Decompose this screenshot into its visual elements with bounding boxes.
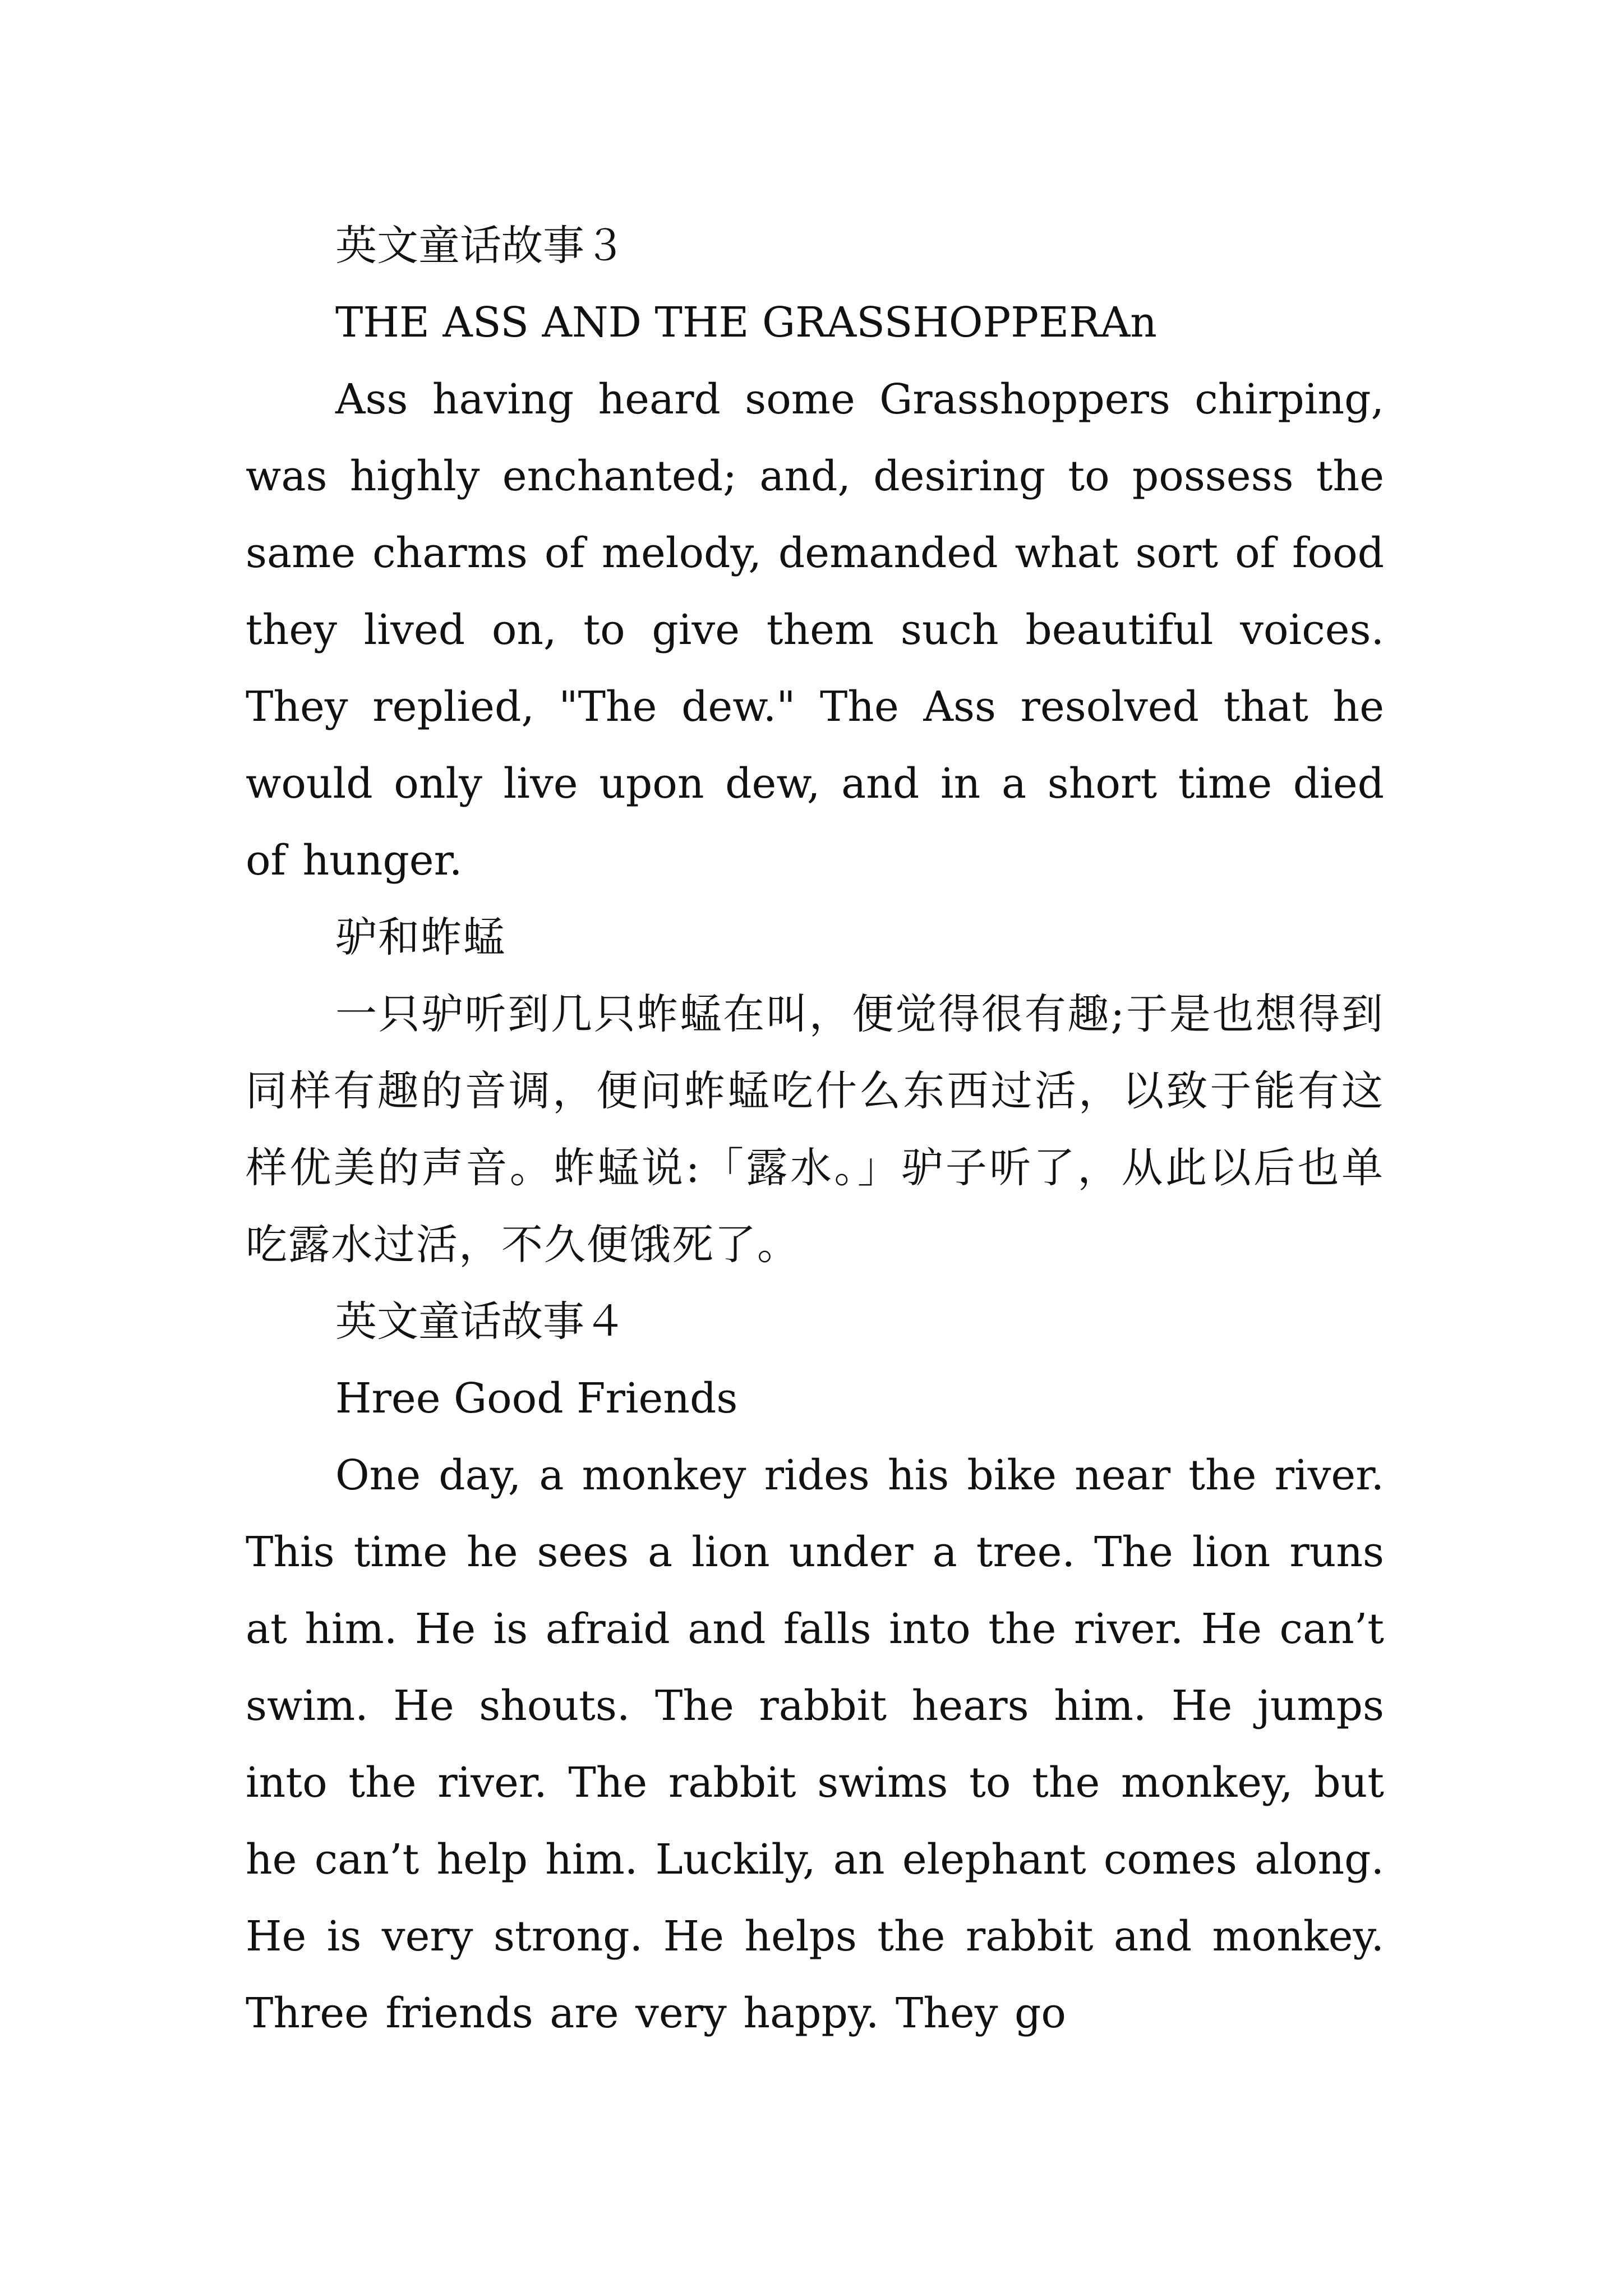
story4-heading: 英文童话故事４	[335, 1297, 626, 1346]
story4-paragraph-en: One day, a monkey rides his bike near the river. This time he sees a lion under a tree. The lion runs at him. He is afraid and falls into the river. He can’t swim. He shouts. The rabbit hears him. He jumps into the river. The rabbit swims to the monkey, but he can’t help him. Luckily, an elephant comes along. He is very strong. He helps the rabbit and monkey. Three friends are very happy. They go	[246, 1451, 1384, 2037]
document-body	[246, 208, 1384, 2052]
story3-heading: 英文童话故事３	[335, 222, 626, 270]
story3-title: THE ASS AND THE GRASSHOPPERAn	[335, 298, 1157, 347]
story3-paragraph-en: Ass having heard some Grasshoppers chirping, was highly enchanted; and, desiring to possess the same charms of melody, demanded what sort of food they lived on, to give them such beautiful voices. They replied, "The dew." The Ass resolved that he would only live upon dew, and in a short time died of hunger.	[246, 375, 1384, 885]
story3-title-zh: 驴和蚱蜢	[335, 913, 506, 961]
story4-title: Hree Good Friends	[335, 1374, 738, 1423]
story3-paragraph-zh: 一只驴听到几只蚱蜢在叫，便觉得很有趣;于是也想得到同样有趣的音调，便问蚱蜢吃什么东西过活，以致于能有这样优美的声音。蚱蜢说:「露水。」驴子听了，从此以后也单吃露水过活，不久便饿死了。	[246, 990, 1384, 1269]
